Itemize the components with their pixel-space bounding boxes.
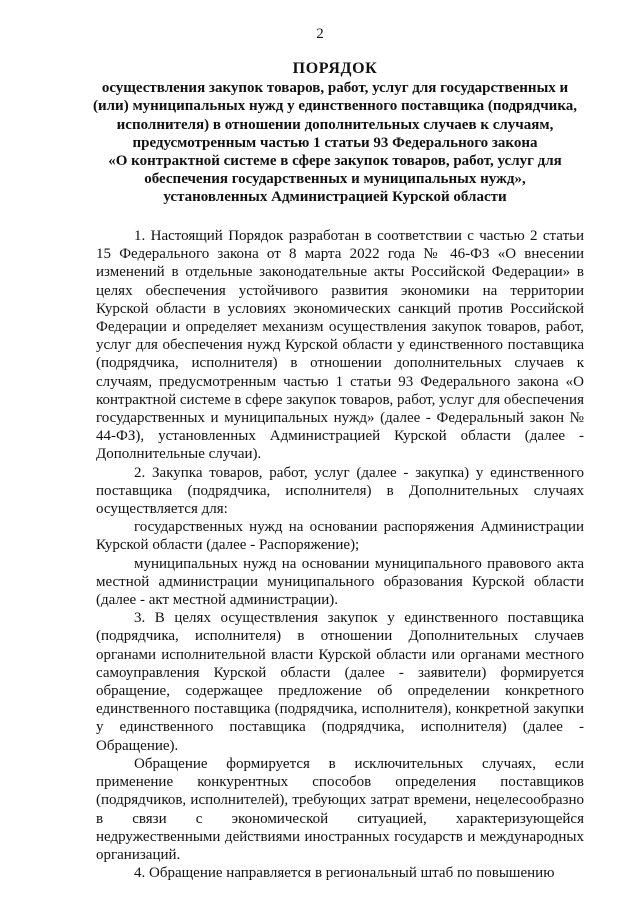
document-body [96,227,584,882]
page-number: 2 [316,26,324,42]
heading-line: осуществления закупок товаров, работ, услуг для государственных и [101,80,569,97]
document-title: ПОРЯДОК [292,60,378,77]
heading-line: установленных Администрацией Курской области [163,189,507,206]
heading-line: исполнителя) в отношении дополнительных случаев к случаям, [116,116,554,133]
heading-line: «О контрактной системе в сфере закупок товаров, работ, услуг для [108,153,562,170]
paragraph-2-item-municipal: муниципальных нужд на основании муниципального правового акта местной администрации муниципального образования Курской области (далее - акт местной администрации). [96,555,584,609]
heading-line: обеспечения государственных и муниципальных нужд», [144,171,526,188]
paragraph-3: 3. В целях осуществления закупок у единственного поставщика (подрядчика, исполнителя) в отношении Дополнительных случаев органами исполнительной власти Курской области или органами местного самоуправления Курской области (далее - заявители) формируется обращение, содержащее предложение об определении конкретного единственного поставщика (подрядчика, исполнителя), конкретной закупки у единственного поставщика (подрядчика, исполнителя) (далее - Обращение). [96,610,584,754]
paragraph-1: 1. Настоящий Порядок разработан в соответствии с частью 2 статьи 15 Федерального закона от 8 марта 2022 года № 46-ФЗ «О внесении изменений в отдельные законодательные акты Российской Федерации» в целях обеспечения устойчивого развития экономики на территории Курской области в условиях экономических санкций против Российской Федерации и определяет механизм осуществления закупок товаров, работ, услуг для обеспечения нужд Курской области у единственного поставщика (подрядчика, исполнителя) в отношении дополнительных случаев к случаям, предусмотренным частью 1 статьи 93 Федерального закона «О контрактной системе в сфере закупок товаров, работ, услуг для обеспечения государственных и муниципальных нужд» (далее - Федеральный закон № 44-ФЗ), установленных Администрацией Курской области (далее - Дополнительные случаи). [96,228,584,463]
paragraph-2-item-state: государственных нужд на основании распоряжения Администрации Курской области (далее - Распоряжение); [96,519,584,554]
heading-line: (или) муниципальных нужд у единственного поставщика (подрядчика, [93,98,577,115]
paragraph-2: 2. Закупка товаров, работ, услуг (далее - закупка) у единственного поставщика (подрядчика, исполнителя) в Дополнительных случаях осуществляется для: [96,464,584,518]
document-heading [80,60,590,207]
paragraph-4: 4. Обращение направляется в региональный штаб по повышению [134,865,555,882]
paragraph-3-continuation: Обращение формируется в исключительных случаях, если применение конкурентных способов определения поставщиков (подрядчиков, исполнителей), требующих затрат времени, нецелесообразно в связи с экономической ситуацией, характеризующейся недружественными действиями иностранных государств и международных организаций. [96,755,584,863]
heading-line: предусмотренным частью 1 статьи 93 Федерального закона [132,134,538,151]
